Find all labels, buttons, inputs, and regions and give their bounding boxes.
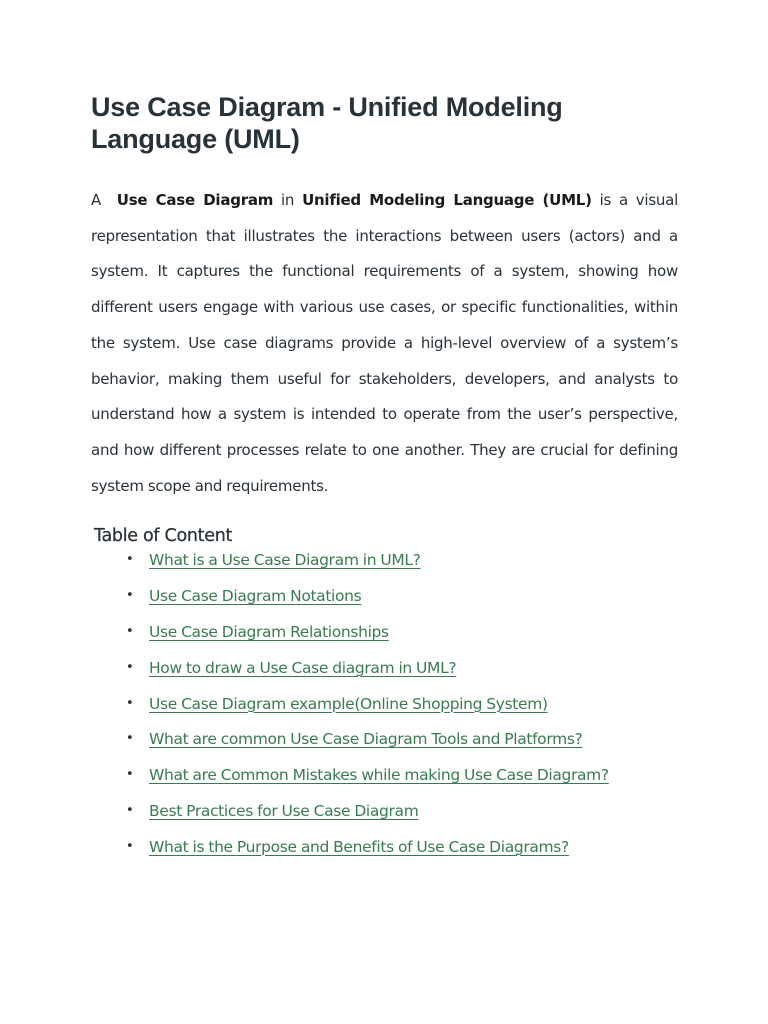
toc-item [126, 835, 678, 871]
toc-heading: Table of Content [94, 526, 233, 547]
toc-link-relationships[interactable]: Use Case Diagram Relationships [149, 622, 389, 641]
intro-in: in [280, 191, 295, 209]
bullet-icon: • [126, 588, 134, 604]
intro-term-uml: Unified Modeling Language (UML) [302, 191, 592, 209]
page-title: Use Case Diagram - Unified Modeling Language (UML) [91, 92, 563, 154]
bullet-icon: • [126, 695, 134, 711]
table-of-contents [91, 548, 678, 870]
bullet-icon: • [126, 838, 134, 854]
bullet-icon: • [126, 731, 134, 747]
toc-item [126, 584, 678, 620]
toc-link-common-mistakes[interactable]: What are Common Mistakes while making Use Case Diagram? [149, 766, 609, 785]
intro-term-use-case-diagram: Use Case Diagram [116, 191, 274, 209]
toc-item [126, 727, 678, 763]
bullet-icon: • [126, 767, 134, 783]
toc-link-notations[interactable]: Use Case Diagram Notations [149, 587, 362, 606]
toc-link-example-online-shopping[interactable]: Use Case Diagram example(Online Shopping System) [149, 694, 548, 713]
toc-item [126, 799, 678, 835]
toc-link-what-is-use-case-diagram[interactable]: What is a Use Case Diagram in UML? [149, 551, 421, 570]
bullet-icon: • [126, 552, 134, 568]
bullet-icon: • [126, 659, 134, 675]
article [91, 0, 678, 871]
toc-link-how-to-draw[interactable]: How to draw a Use Case diagram in UML? [149, 658, 457, 677]
toc-item [126, 656, 678, 692]
toc-link-best-practices[interactable]: Best Practices for Use Case Diagram [149, 801, 419, 820]
intro-article: A [91, 191, 102, 209]
toc-item [126, 763, 678, 799]
bullet-icon: • [126, 802, 134, 818]
bullet-icon: • [126, 623, 134, 639]
toc-link-purpose-benefits[interactable]: What is the Purpose and Benefits of Use Case Diagrams? [149, 837, 569, 856]
intro-paragraph [91, 183, 678, 504]
intro-body: is a visual representation that illustrates the interactions between users (actors) and a system. It captures the functional requirements of a system, showing how different users engage with various use cases, or specific functionalities, within the system. Use case diagrams provide a high-level overview of a system’s behavior, making them useful for stakeholders, developers, and analysts to understand how a system is intended to operate from the user’s perspective, and how different processes relate to one another. They are crucial for defining system scope and requirements. [91, 191, 678, 495]
toc-link-tools-platforms[interactable]: What are common Use Case Diagram Tools and Platforms? [149, 730, 583, 749]
toc-item [126, 548, 678, 584]
toc-item [126, 692, 678, 728]
toc-item [126, 620, 678, 656]
